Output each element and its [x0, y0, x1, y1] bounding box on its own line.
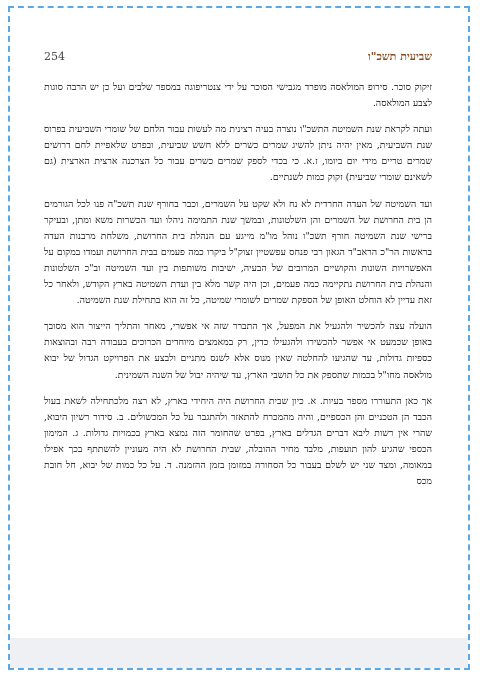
paragraph: ועד השמיטה של העדה החרדית לא נח ולא שקט על השמרים, וכבר בחורף שנת תשכ"ה פנו לכל הגורמים הן בית החרושת של השמרים והן השלטונות, ובמשך שנת התמימה ניהלו ועד הכשרות משא ומתן, ובעיקר ברישי שנת השמיטה חורף תשכ"ו נוהל מו"מ מייגע עם הנהלת בית החרושת, משלחת מרבנות העדה בראשות הר"כ הראב"ד הגאון רבי פנחס עפשטיין זצוק"ל ביקרו כמה פעמים בבית החרושת ועמדו במקום על האפשרויות השונות והקושיים המרובים של הבעיה, ישיבות משותפות בין ועד השמיטה וב"כ השלטונות והנהלת בית החרושת נתקיימה כמה פעמים, וכן היה קשר מלא בין ועדת השמיטה בארץ הקודש, ולאחר כל זאת עדיין לא הוחלט האופן של הספקת שמרים לשומרי שמיטה, כל זה הוא בתחילת שנת השמיטה. [44, 198, 432, 307]
document-page [10, 8, 468, 636]
paragraph: הועלה עצה להכשיר ולהגעיל את המפעל, אך התברר שזה אי אפשרי, מאחר והתליך הייצור הוא מסובך באופן שכמעט אי אפשר להכשירו ולהגעילו כדין, רק במאמצים מיוחדים הכרוכים בעבודה רבה ובהוצאות כספיות גדולות, עד שהגיעו להחלטה שאין מנוס אלא לשנס מתניים ולבצע את הפרויקט הגדול של יבוא מולאסה מחו"ל בכמות שתספק את כל תושבי הארץ, עד שיהיה יבול של השנה השמינית. [44, 321, 432, 381]
paragraph: אך כאן התעוררו מספר בעיות. א. כיון שבית החרושת היה היחידי בארץ, לא רצה מלכתחילה לשאת בעול הכבד הן הטכניים והן הכספיים, והיה מהמכרח להתאזר ולהתגבר על כל המכשולים. ב. סידור רשיון היבוא, שהרי אין רשות ליבא דברים הגדלים בארץ, בפרט שהחומר הזה נמצא בארץ בכמויות גדולות. ג. המימון הכספי שהגיע להון תועפות, מלבד מחיר ההובלה, שבית החרושת לא היה מעוניין להשתתף בכך אפילו במאומה, ומצד שני יש לשלם בעבור כל הסחורה במזומן בזמן ההזמנה. ד. על כל כמות של יבוא, חל חובת מכס [44, 395, 432, 488]
paragraph: ועתה לקראת שנת השמיטה התשכ"ו נוצרה בעיה רצינית מה לעשות עבור הלחם של שומרי השביעית בפרוס שנת השביעית, מאין יהיה ניתן להשיג שמרים כשרים ללא חשש שביעית, ובפרט שלאפיית לחם דרושים שמרים טריים מידי יום ביומו, ז.א. כי בכדי לספק שמרים כשרים עבור כל הצרכנה ארצית הארצית (גם לשאינם שומרי שביעית) זקוק כמות לשנתיים. [44, 124, 432, 184]
page-gap [10, 638, 468, 668]
running-title: שביעית תשכ"ו [367, 50, 432, 63]
page-header [44, 50, 432, 66]
page-number: 254 [44, 50, 65, 63]
paragraph: זיקוק סוכר. סירופ המולאסה מופרד מגבישי הסוכר על ידי צנטריפוגה במספר שלבים ועל כן יש הרבה סוגות לצבע המולאסה. [44, 82, 432, 110]
body-text [44, 80, 432, 500]
